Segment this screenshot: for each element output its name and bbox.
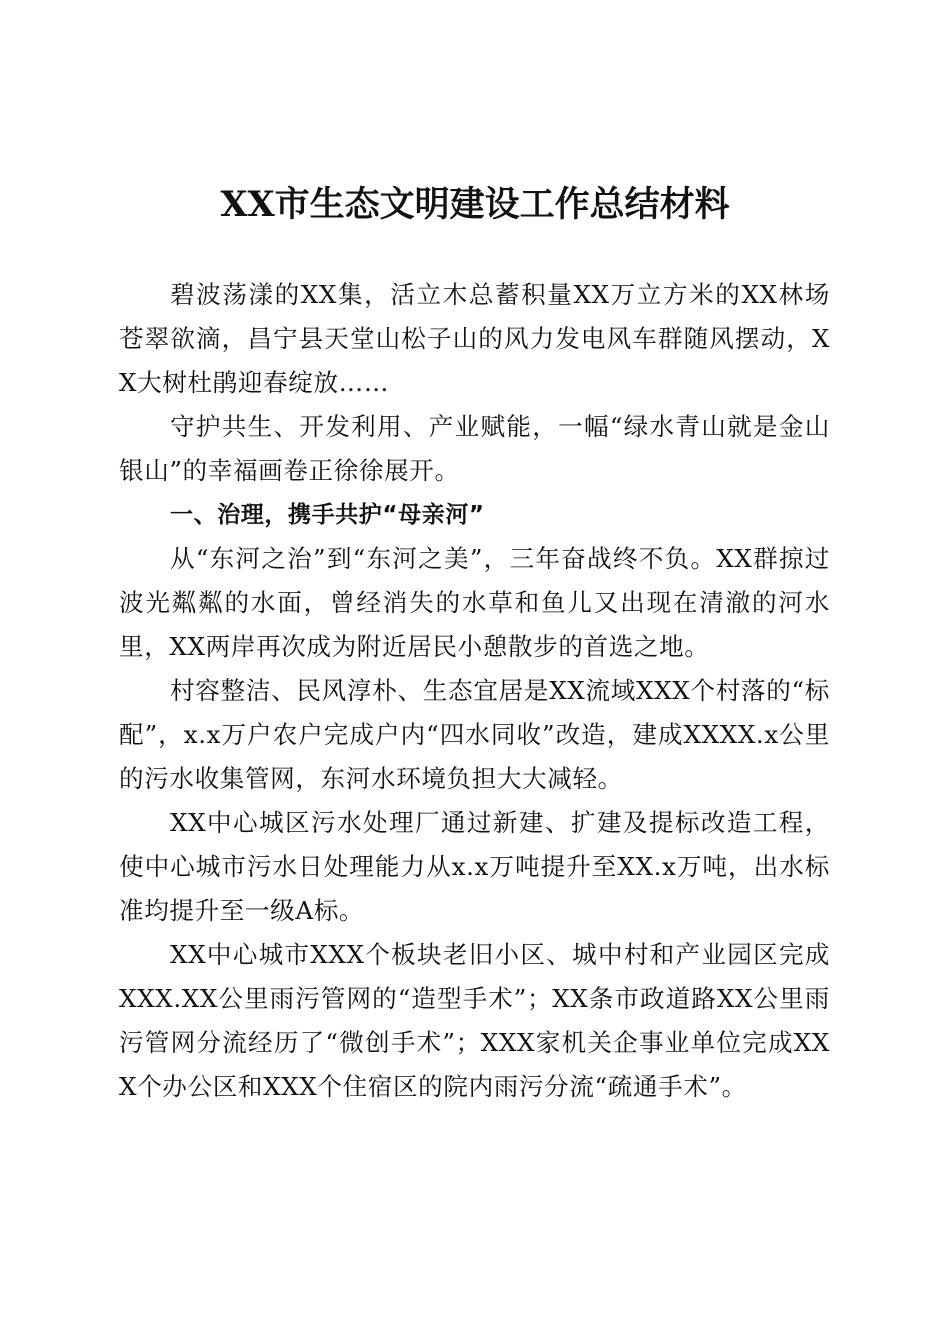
section-paragraph: 村容整洁、民风淳朴、生态宜居是XX流域XXX个村落的“标配”，x.x万户农户完成户内“四水同收”改造，建成XXXX.x公里的污水收集管网，东河水环境负担大大减轻。: [119, 676, 830, 793]
document-body: [119, 273, 830, 1109]
section-paragraph: XX中心城市XXX个板块老旧小区、城中村和产业园区完成XXX.XX公里雨污管网的“造型手术”；XX条市政道路XX公里雨污管网分流经历了“微创手术”；XXX家机关企事业单位完成XXX个办公区和XXX个住宿区的院内雨污分流“疏通手术”。: [119, 940, 830, 1101]
section-paragraph: XX中心城区污水处理厂通过新建、扩建及提标改造工程，使中心城市污水日处理能力从x.x万吨提升至XX.x万吨，出水标准均提升至一级A标。: [119, 808, 830, 925]
section-heading: 一、治理，携手共护“母亲河”: [170, 502, 485, 528]
body-paragraph: 碧波荡漾的XX集，活立木总蓄积量XX万立方米的XX林场苍翠欲滴，昌宁县天堂山松子山的风力发电风车群随风摆动，XX大树杜鹃迎春绽放……: [119, 280, 830, 397]
section-paragraph: 从“东河之治”到“东河之美”，三年奋战终不负。XX群掠过波光粼粼的水面，曾经消失的水草和鱼儿又出现在清澈的河水里，XX两岸再次成为附近居民小憩散步的首选之地。: [119, 544, 830, 661]
document-title: XX市生态文明建设工作总结材料: [220, 184, 730, 225]
body-paragraph: 守护共生、开发利用、产业赋能，一幅“绿水青山就是金山银山”的幸福画卷正徐徐展开。: [119, 412, 830, 485]
